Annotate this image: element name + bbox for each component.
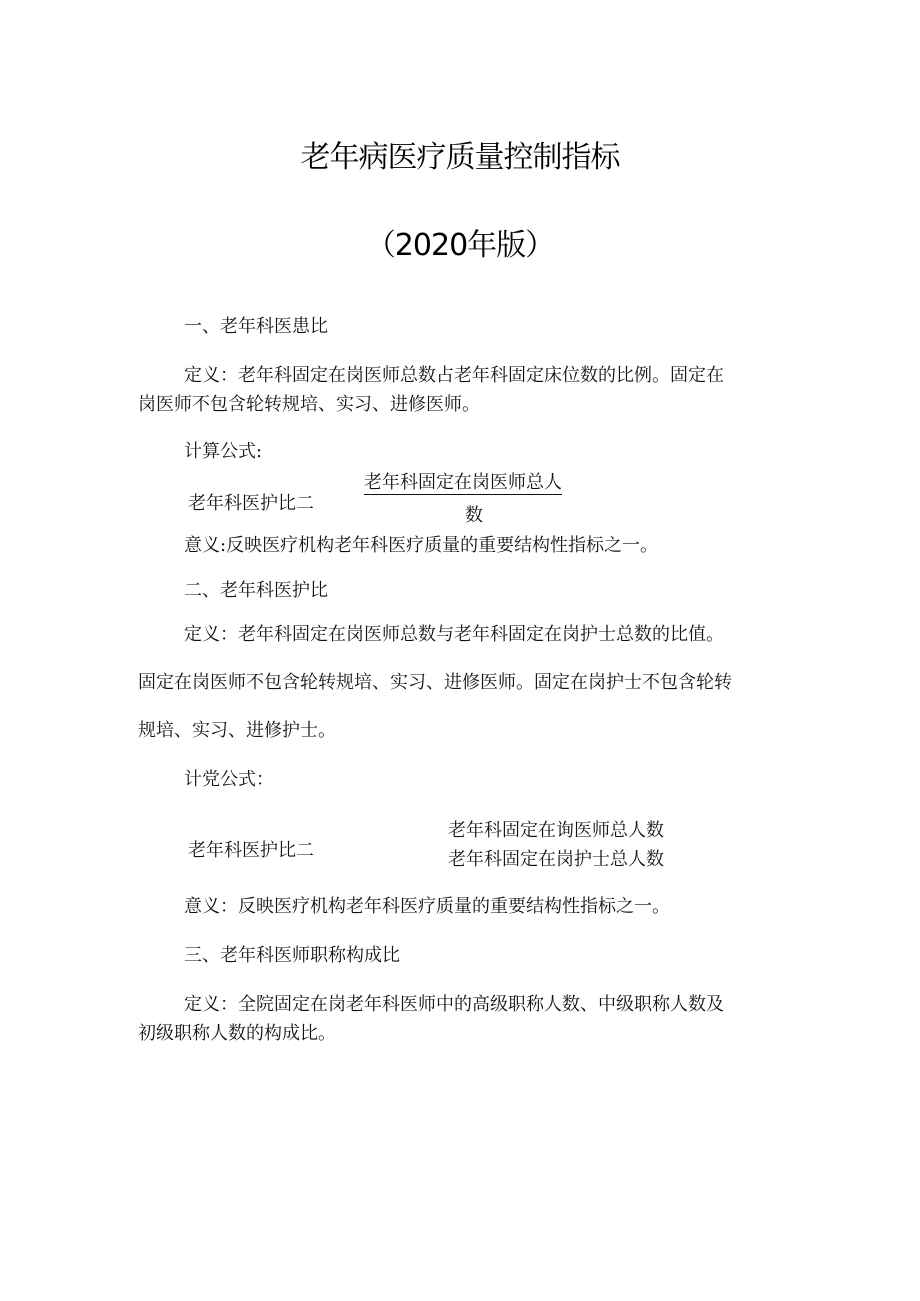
section-3-definition-line1: 定义：全院固定在岗老年科医师中的高级职称人数、中级职称人数及 (184, 994, 724, 1015)
section-1-definition-line1: 定义：老年科固定在岗医师总数占老年科固定床位数的比例。固定在 (184, 365, 724, 386)
section-2-formula-lhs: 老年科医护比二 (188, 840, 314, 861)
section-1-significance: 意义:反映医疗机构老年科医疗质量的重要结构性指标之一。 (184, 535, 659, 556)
section-2-definition-line1: 定义：老年科固定在岗医师总数与老年科固定在岗护士总数的比值。 (184, 624, 724, 645)
document-edition: （2020年版） (365, 228, 555, 263)
section-2-formula-numerator: 老年科固定在询医师总人数 (448, 820, 664, 841)
section-2-formula-denominator: 老年科固定在岗护士总人数 (448, 849, 664, 870)
section-2-definition-line2: 固定在岗医师不包含轮转规培、实习、进修医师。固定在岗护士不包含轮转 (138, 672, 732, 693)
section-3-heading: 三、老年科医师职称构成比 (184, 945, 400, 966)
section-2-heading: 二、老年科医护比 (184, 580, 328, 601)
document-title: 老年病医疗质量控制指标 (300, 140, 620, 175)
section-1-formula-numerator-cont: 数 (465, 505, 483, 526)
section-1-formula-numerator: 老年科固定在岗医师总人 (364, 472, 562, 493)
section-1-formula-label: 计算公式: (184, 441, 263, 462)
section-3-definition-line2: 初级职称人数的构成比。 (138, 1023, 336, 1044)
section-1-formula-lhs: 老年科医护比二 (188, 493, 314, 514)
section-1-heading: 一、老年科医患比 (184, 316, 328, 337)
section-2-significance: 意义：反映医疗机构老年科医疗质量的重要结构性指标之一。 (184, 896, 670, 917)
section-2-definition-line3: 规培、实习、进修护士。 (138, 720, 336, 741)
section-1-definition-line2: 岗医师不包含轮转规培、实习、进修医师。 (138, 394, 480, 415)
section-2-formula-label: 计党公式： (184, 769, 274, 790)
